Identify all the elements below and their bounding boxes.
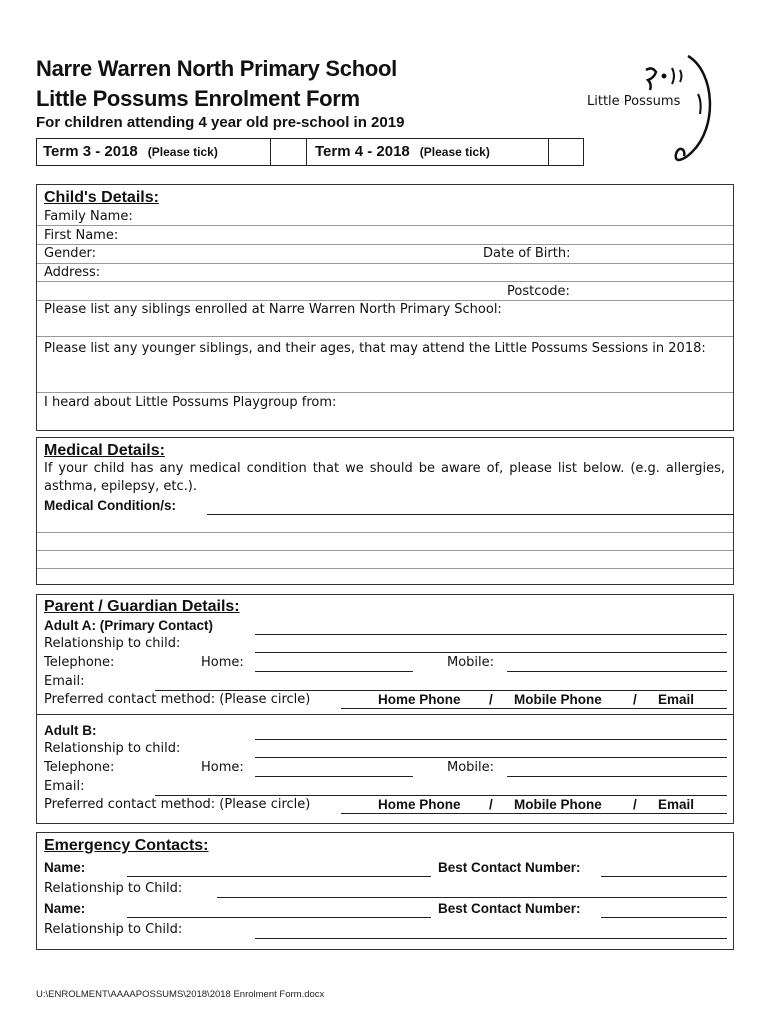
siblings-label: Please list any siblings enrolled at Narre Warren North Primary School: [44,302,502,317]
parent-guardian-section [36,594,734,824]
emergency-contacts-section [36,832,734,950]
adult-a-email-line[interactable] [155,690,727,691]
postcode-row[interactable] [37,282,733,301]
adult-a-relationship-label: Relationship to child: [44,636,181,651]
adult-b-label: Adult B: [44,723,97,738]
term4-tick-note: (Please tick) [419,145,490,159]
adult-a-slash-2: / [633,692,637,707]
dob-label: Date of Birth: [483,246,571,261]
adult-b-slash-1: / [489,797,493,812]
medical-details-heading: Medical Details: [44,442,165,459]
form-subtitle: For children attending 4 year old pre-school in 2019 [36,114,405,131]
adult-a-option-home[interactable]: Home Phone [378,692,461,707]
younger-siblings-row[interactable] [37,337,733,393]
medical-line-3[interactable] [37,551,733,569]
school-title: Narre Warren North Primary School [36,56,397,81]
adult-a-preferred-line [341,708,727,709]
adult-b-slash-2: / [633,797,637,812]
childs-details-section [36,184,734,431]
term3-tick-note: (Please tick) [147,145,218,159]
adult-a-telephone-label: Telephone: [44,655,115,670]
heard-about-label: I heard about Little Possums Playgroup from: [44,395,337,410]
adult-a-home-label: Home: [201,655,244,670]
adult-divider [37,714,733,715]
adult-b-relationship-label: Relationship to child: [44,741,181,756]
adult-b-relationship-line[interactable] [255,757,727,758]
adult-b-option-email[interactable]: Email [658,797,695,812]
adult-b-telephone-label: Telephone: [44,760,115,775]
medical-details-section [36,437,734,585]
emergency-name-2-label: Name: [44,901,86,916]
parent-guardian-heading: Parent / Guardian Details: [44,598,240,615]
adult-a-mobile-label: Mobile: [447,655,495,670]
possum-logo-icon [580,52,720,168]
adult-b-option-mobile[interactable]: Mobile Phone [514,797,602,812]
address-row[interactable] [37,264,733,282]
adult-b-option-home[interactable]: Home Phone [378,797,461,812]
emergency-relationship-2-line[interactable] [255,938,727,939]
medical-instructions: If your child has any medical condition that we should be aware of, please list below. (e.g. allergies, asthma, epilepsy, etc.). [44,461,725,494]
gender-dob-row[interactable] [37,245,733,264]
family-name-label: Family Name: [44,209,133,224]
emergency-number-2-line[interactable] [601,917,727,918]
emergency-relationship-1-line[interactable] [217,897,727,898]
adult-b-home-line[interactable] [255,776,413,777]
emergency-name-2-line[interactable] [127,917,431,918]
postcode-label: Postcode: [507,284,570,299]
adult-a-home-line[interactable] [255,671,413,672]
little-possums-logo [580,52,720,168]
adult-b-name-line[interactable] [255,739,727,740]
first-name-label: First Name: [44,228,119,243]
adult-b-email-label: Email: [44,779,85,794]
emergency-name-1-line[interactable] [127,876,431,877]
term-selection [36,138,584,166]
term3-label: Term 3 - 2018 [43,143,138,160]
adult-b-mobile-line[interactable] [507,776,727,777]
adult-a-preferred-label: Preferred contact method: (Please circle) [44,692,311,707]
medical-conditions-label: Medical Condition/s: [44,498,177,513]
family-name-row[interactable] [37,209,733,226]
address-label: Address: [44,265,101,280]
footer-file-path: U:\ENROLMENT\AAAAPOSSUMS\2018\2018 Enrolment Form.docx [36,989,325,1000]
emergency-number-1-line[interactable] [601,876,727,877]
adult-b-home-label: Home: [201,760,244,775]
adult-a-name-line[interactable] [255,634,727,635]
heard-about-row[interactable] [37,393,733,431]
form-title: Little Possums Enrolment Form [36,86,360,111]
medical-line-2[interactable] [37,533,733,551]
term3-tick-box[interactable] [271,139,307,165]
adult-a-label: Adult A: (Primary Contact) [44,618,214,633]
emergency-relationship-1-label: Relationship to Child: [44,881,183,896]
emergency-name-1-label: Name: [44,860,86,875]
siblings-row[interactable] [37,301,733,337]
adult-a-mobile-line[interactable] [507,671,727,672]
medical-line-1[interactable] [37,515,733,533]
emergency-number-1-label: Best Contact Number: [438,860,581,875]
emergency-relationship-2-label: Relationship to Child: [44,922,183,937]
adult-b-preferred-label: Preferred contact method: (Please circle) [44,797,311,812]
emergency-contacts-heading: Emergency Contacts: [44,837,209,854]
emergency-number-2-label: Best Contact Number: [438,901,581,916]
term3-label-cell [37,139,271,165]
first-name-row[interactable] [37,226,733,245]
adult-a-email-label: Email: [44,674,85,689]
adult-a-slash-1: / [489,692,493,707]
adult-a-option-email[interactable]: Email [658,692,695,707]
term4-label: Term 4 - 2018 [315,143,410,160]
gender-label: Gender: [44,246,97,261]
adult-a-option-mobile[interactable]: Mobile Phone [514,692,602,707]
term4-tick-box[interactable] [549,139,583,165]
childs-details-heading: Child's Details: [44,189,159,206]
adult-b-email-line[interactable] [155,795,727,796]
logo-text: Little Possums [587,94,681,109]
adult-a-relationship-line[interactable] [255,652,727,653]
younger-siblings-label: Please list any younger siblings, and their ages, that may attend the Little Possums Sessions in 2018: [44,341,706,356]
term4-label-cell [307,139,549,165]
adult-b-preferred-line [341,813,727,814]
adult-b-mobile-label: Mobile: [447,760,495,775]
